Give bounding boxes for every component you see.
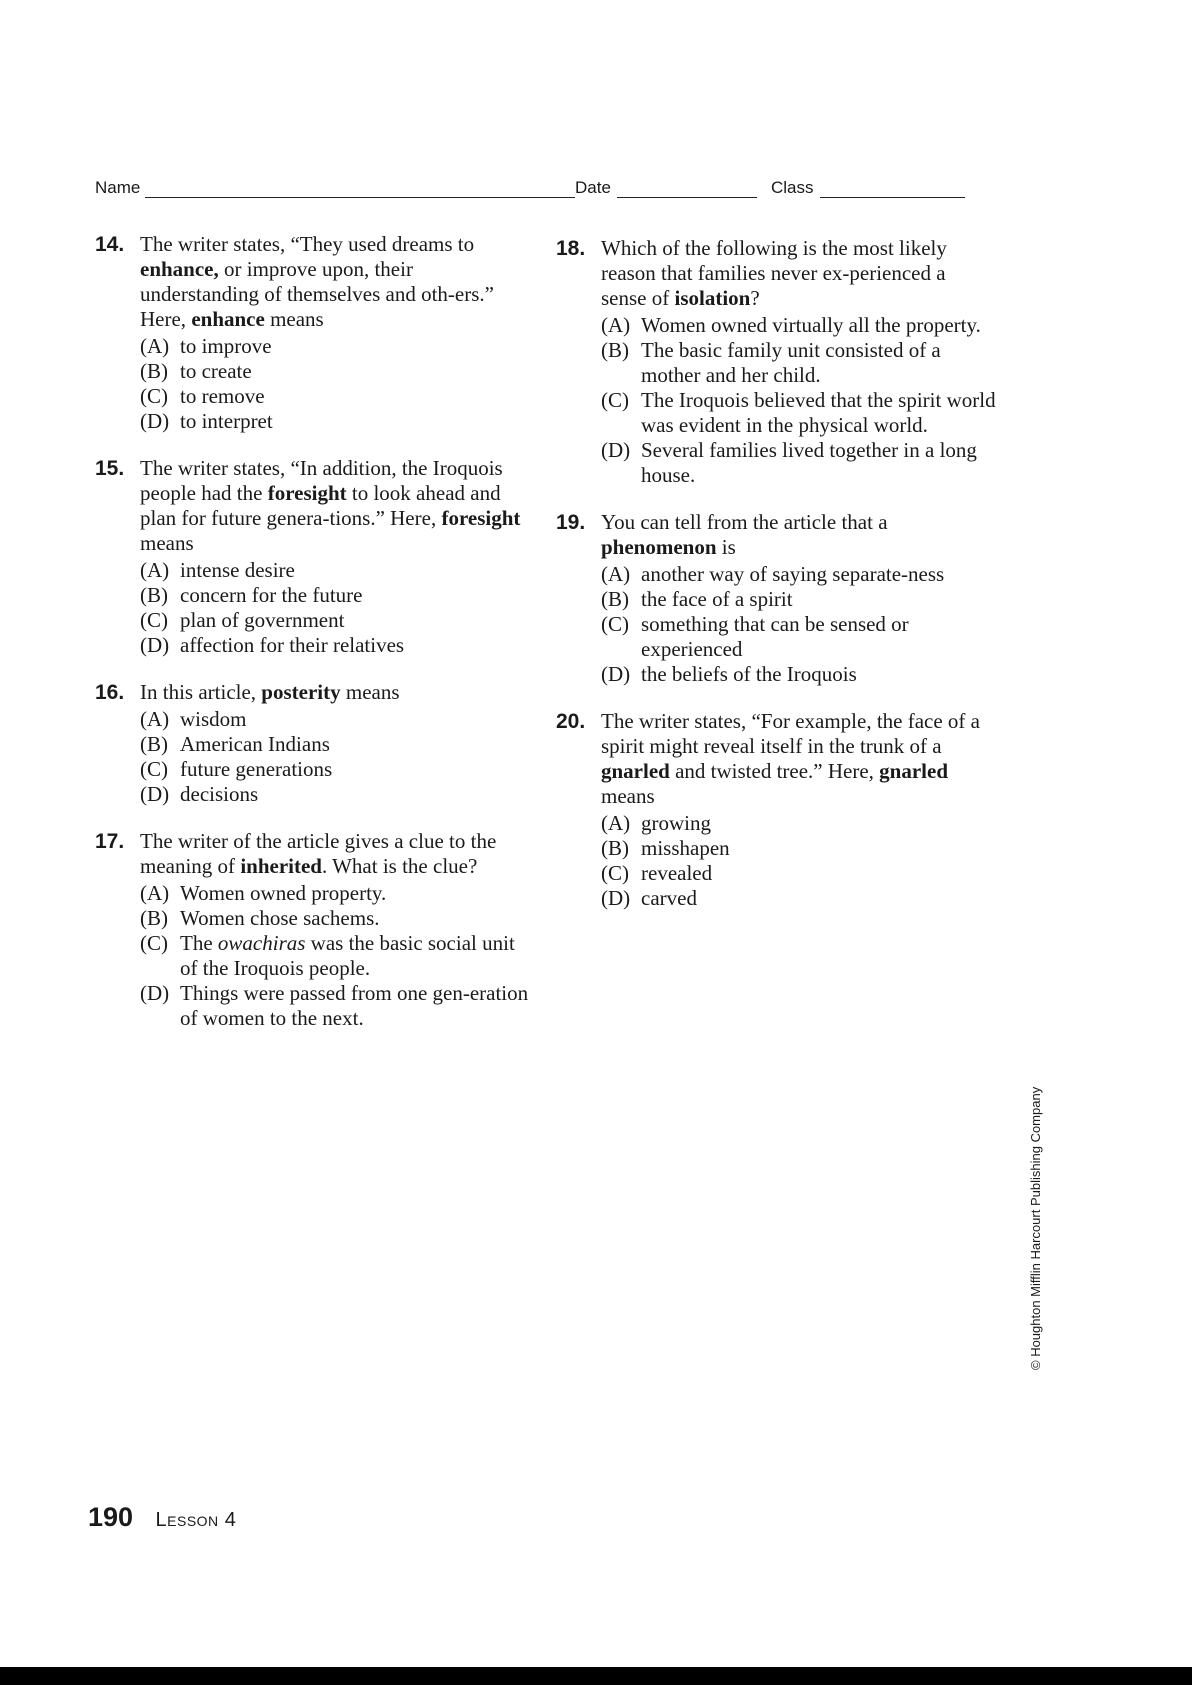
answer-option[interactable] [601,338,996,388]
option-text: Women owned virtually all the property. [641,313,981,337]
option-letter: (A) [140,881,170,905]
page-footer [88,1502,236,1533]
stem-text: The writer states, “In addition, the Iroquois people had the [140,456,503,505]
copyright-notice: © Houghton Mifflin Harcourt Publishing Company [1028,1086,1043,1370]
answer-option[interactable] [140,633,535,658]
option-letter: (B) [140,906,168,930]
stem-text: is [716,535,736,559]
option-text: wisdom [180,707,247,731]
option-text: revealed [641,861,713,885]
vocab-word: foresight [441,506,521,530]
answer-option[interactable] [140,931,535,981]
question-stem [140,456,535,556]
option-letter: (A) [140,334,170,358]
date-label: Date [575,178,611,197]
question-stem [601,236,996,311]
answer-options [601,562,996,687]
option-letter: (D) [601,438,631,462]
vocab-word: isolation [674,286,751,310]
question-item [556,236,996,488]
answer-option[interactable] [140,782,535,807]
answer-option[interactable] [140,359,535,384]
option-letter: (C) [601,612,629,636]
answer-options [601,313,996,488]
question-stem [601,709,996,809]
option-text: growing [641,811,711,835]
option-letter: (B) [140,583,168,607]
option-letter: (B) [601,587,629,611]
option-letter: (D) [140,981,170,1005]
option-text: future generations [180,757,333,781]
stem-text: . What is the clue? [321,854,478,878]
option-text: plan of government [180,608,345,632]
option-letter: (D) [601,662,631,686]
option-letter: (A) [140,707,170,731]
stem-text: to look ahead and plan for future genera-tions.” Here, [140,481,501,530]
vocab-word: gnarled [601,759,670,783]
option-letter: (A) [601,313,631,337]
left-question-column [95,232,535,1053]
answer-option[interactable] [140,906,535,931]
answer-option[interactable] [601,836,996,861]
option-text: to interpret [180,409,273,433]
answer-option[interactable] [140,409,535,434]
stem-text: The writer of the article gives a clue to the meaning of [140,829,497,878]
option-text: The Iroquois believed that the spirit world was evident in the physical world. [641,388,996,437]
vocab-word: foresight [267,481,347,505]
option-letter: (C) [140,931,168,955]
stem-text: means [601,784,655,808]
option-text: to remove [180,384,265,408]
stem-text: The writer states, “They used dreams to [140,232,475,256]
answer-option[interactable] [140,757,535,782]
stem-text: You can tell from the article that a [601,510,888,534]
option-letter: (C) [140,384,168,408]
option-letter: (C) [601,861,629,885]
answer-options [140,334,535,434]
answer-option[interactable] [140,707,535,732]
answer-option[interactable] [601,562,996,587]
answer-option[interactable] [140,558,535,583]
vocab-word: posterity [261,680,341,704]
question-stem [601,510,996,560]
stem-text: was the basic social unit of the Iroquois people. [180,931,515,980]
question-number: 14. [95,233,125,256]
option-text: another way of saying separate-ness [641,562,945,586]
stem-text: means [340,680,400,704]
vocab-word: enhance, [140,257,219,281]
option-letter: (B) [140,732,168,756]
answer-option[interactable] [601,811,996,836]
option-text: intense desire [180,558,295,582]
vocab-word: enhance [191,307,265,331]
question-item [95,232,535,434]
option-letter: (A) [601,562,631,586]
stem-text: means [140,531,194,555]
class-label: Class [771,178,814,197]
option-letter: (B) [601,338,629,362]
question-stem [140,232,535,332]
italic-term: owachiras [217,931,306,955]
stem-text: In this article, [140,680,262,704]
stem-text: means [264,307,324,331]
answer-option[interactable] [140,384,535,409]
question-number: 19. [556,511,586,534]
vocab-word: gnarled [879,759,949,783]
option-letter: (C) [601,388,629,412]
answer-options [140,707,535,807]
vocab-word: phenomenon [601,535,717,559]
scan-edge-bar [0,1667,1192,1685]
right-question-column [556,236,996,933]
question-item [556,709,996,911]
option-text: misshapen [641,836,730,860]
stem-text: The [180,931,218,955]
answer-option[interactable] [601,388,996,438]
page-number: 190 [88,1502,134,1532]
question-stem [140,680,535,705]
question-number: 15. [95,457,125,480]
class-field-line[interactable] [820,197,965,198]
question-number: 20. [556,710,586,733]
answer-option[interactable] [601,587,996,612]
option-text: American Indians [180,732,330,756]
option-text: Things were passed from one gen-eration of women to the next. [180,981,529,1030]
question-item [95,829,535,1031]
name-label: Name [95,178,141,197]
name-field-line[interactable] [145,197,575,198]
answer-option[interactable] [601,662,996,687]
lesson-label: Lesson 4 [155,1509,237,1531]
worksheet-header [95,172,975,202]
option-text: the beliefs of the Iroquois [641,662,857,686]
answer-option[interactable] [601,438,996,488]
option-letter: (D) [140,782,170,806]
stem-text: ? [750,286,760,310]
question-number: 17. [95,830,125,853]
question-number: 16. [95,681,125,704]
answer-option[interactable] [601,313,996,338]
option-text: something that can be sensed or experienced [641,612,909,661]
option-text: The basic family unit consisted of a mother and her child. [641,338,941,387]
option-text: the face of a spirit [641,587,793,611]
option-text: carved [641,886,697,910]
option-text: decisions [180,782,259,806]
question-item [95,680,535,807]
stem-text: or improve upon, their understanding of themselves and oth-ers.” Here, [140,257,494,331]
stem-text: and twisted tree.” Here, [669,759,880,783]
answer-option[interactable] [140,608,535,633]
answer-option[interactable] [601,612,996,662]
answer-options [601,811,996,911]
option-text: to improve [180,334,272,358]
answer-options [140,558,535,658]
answer-option[interactable] [140,583,535,608]
option-letter: (D) [601,886,631,910]
answer-option[interactable] [140,881,535,906]
date-field-line[interactable] [617,197,757,198]
answer-options [140,881,535,1031]
option-letter: (B) [140,359,168,383]
option-text: concern for the future [180,583,363,607]
option-letter: (B) [601,836,629,860]
option-letter: (A) [601,811,631,835]
answer-option[interactable] [140,981,535,1031]
option-text: affection for their relatives [180,633,405,657]
question-item [556,510,996,687]
answer-option[interactable] [140,732,535,757]
stem-text: Which of the following is the most likely reason that families never ex-perienced a sense of [601,236,947,310]
option-letter: (C) [140,608,168,632]
question-number: 18. [556,237,586,260]
option-text: Women chose sachems. [180,906,380,930]
answer-option[interactable] [140,334,535,359]
answer-option[interactable] [601,861,996,886]
option-text [180,931,515,980]
option-letter: (D) [140,409,170,433]
option-text: to create [180,359,252,383]
answer-option[interactable] [601,886,996,911]
vocab-word: inherited [240,854,322,878]
option-letter: (D) [140,633,170,657]
option-letter: (C) [140,757,168,781]
question-stem [140,829,535,879]
stem-text: The writer states, “For example, the face of a spirit might reveal itself in the trunk of a [601,709,980,758]
option-letter: (A) [140,558,170,582]
option-text: Several families lived together in a long house. [641,438,977,487]
question-item [95,456,535,658]
option-text: Women owned property. [180,881,387,905]
